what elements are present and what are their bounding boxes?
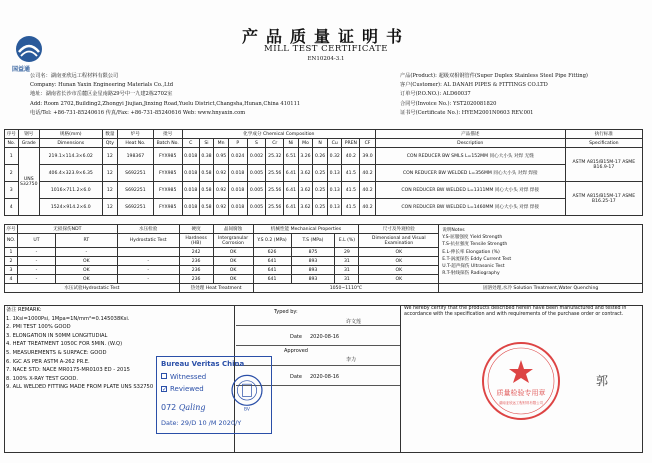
table-row — [5, 199, 643, 216]
remarks — [6, 306, 153, 392]
typed-by-name: 许文莲 — [346, 319, 362, 325]
legend-item: E.T-涡流探伤 Eddy Current Test — [442, 256, 512, 262]
cell: 40.2 — [360, 182, 376, 199]
cell: 893 — [291, 257, 335, 266]
cell: 0.018 — [228, 199, 247, 216]
invoice-line: 合同号(Invoice No.): YST2020081820 — [400, 100, 497, 107]
date-label: Date — [290, 334, 302, 340]
table-row — [5, 165, 643, 182]
legend-item: Y.S-屈服强度 Yield Strength — [442, 235, 503, 241]
spec-cell-a: ASTM A815/B15M-17 ASME B16.9-17 — [565, 148, 642, 182]
mh-hard: 硬度 — [179, 225, 213, 234]
cell: 0.018 — [228, 182, 247, 199]
heat-treatment-row — [5, 284, 643, 293]
cell: 0.018 — [182, 165, 199, 182]
mh-hydro: 水压检验 — [117, 225, 179, 234]
cell: 0.018 — [182, 182, 199, 199]
cell: 0.002 — [247, 148, 266, 165]
cell — [117, 248, 179, 257]
legend-cell — [439, 225, 643, 284]
heat-value: 1050~1110℃ — [253, 284, 439, 293]
cell: 41.5 — [342, 165, 360, 182]
cell: 0.95 — [214, 148, 229, 165]
th-grade: 钢号 — [18, 130, 39, 139]
date-label: Date — [290, 374, 302, 380]
cell: 0.92 — [214, 182, 229, 199]
cell: - — [17, 248, 55, 257]
cell: 31 — [335, 257, 359, 266]
heat-label: 热处理 Heat Treatment — [179, 284, 253, 293]
mh-hydro-en: Hydrostatic Test — [117, 234, 179, 248]
seal-center-text: 质量检验专用章 — [496, 389, 546, 397]
cell: 3.62 — [298, 199, 313, 216]
cell: 0.38 — [199, 148, 214, 165]
cell: OK — [359, 275, 439, 284]
cell: FYX985 — [153, 148, 182, 165]
cell: 1 — [5, 248, 18, 257]
bv-seal-icon — [229, 371, 265, 415]
cell: 236 — [179, 266, 213, 275]
checkbox-icon — [161, 373, 167, 379]
bv-signature: Qaling — [178, 403, 206, 412]
th-chem: 化学成分 Chemical Composition — [182, 130, 375, 139]
mech-header-1 — [5, 225, 643, 234]
cell: - — [17, 266, 55, 275]
th-pren: PREN — [342, 139, 360, 148]
mh-no-en: NO. — [5, 234, 18, 248]
po-line: 订单号(P.O.NO.): ALD60037 — [400, 91, 471, 98]
cell: 0.58 — [199, 165, 214, 182]
th-si: Si — [199, 139, 214, 148]
customer-line: 客户(Customer): AL DANAH PIPES & FITTINGS CO.LTD — [400, 82, 548, 89]
hydro-label: 水压试验Hydrostatic Test — [5, 284, 180, 293]
th-dim: 规格(mm) — [39, 130, 102, 139]
cell: OK — [359, 257, 439, 266]
company-address-cn: 地址：湖南省长沙市岳麓区金星南路29号中一九建2栋2702室 — [30, 91, 173, 98]
cell: 3 — [5, 182, 19, 199]
mh-el: E.L (%) — [335, 234, 359, 248]
cell: 41.5 — [342, 182, 360, 199]
legend-item: E.L-伸长率 Elongation (%) — [442, 249, 500, 255]
cell: 4 — [5, 199, 19, 216]
seal-ring-text: 湖南亚欣远工程材料有限公司 — [498, 401, 544, 405]
th-no-en: No. — [5, 139, 19, 148]
cell: 0.58 — [199, 182, 214, 199]
bv-reviewed — [161, 385, 204, 393]
solution-label: 固溶处理,水冷 Solution Treatment,Water Quenching — [439, 284, 643, 293]
company-name-cn: 公司名：湖南亚欣远工程材料有限公司 — [30, 73, 119, 79]
certification-statement: We hereby certify that the products described herein have been manufactured and tested in accordance with the specification and with requirements of the purchase order or contract. — [404, 306, 627, 318]
chem-header-row-2 — [5, 139, 643, 148]
cell: 0.92 — [214, 165, 229, 182]
cell: 3 — [5, 266, 18, 275]
th-s: S — [247, 139, 266, 148]
cell: - — [117, 266, 179, 275]
th-qty: 数量 — [102, 130, 118, 139]
cell: 40.2 — [360, 165, 376, 182]
cell: 0.018 — [228, 165, 247, 182]
remark-item: 9. ALL WELDED FITTING MADE FROM PLATE UNS S32750 — [6, 384, 154, 391]
th-heat: 炉号 — [118, 130, 153, 139]
cell: 1 — [5, 148, 19, 165]
handwritten-signature: 郭 — [596, 374, 609, 388]
title-standard: EN10204-3.1 — [307, 56, 345, 62]
remark-title: 备注 REMARK: — [6, 307, 42, 313]
cell: 641 — [253, 257, 291, 266]
cell: FYX985 — [153, 182, 182, 199]
cell: 406.4×323.9×6.35 — [39, 165, 102, 182]
cell: 893 — [291, 266, 335, 275]
cell: 3.62 — [298, 182, 313, 199]
company-contact: 电话/Tel: +86-731-85240616 传真/Fax: +86-731-85240616 Web: www.hnyaxin.com — [30, 109, 246, 116]
cell: 12 — [102, 182, 118, 199]
cell: 4 — [5, 275, 18, 284]
cell: 641 — [253, 266, 291, 275]
cell: 25.56 — [266, 165, 284, 182]
remark-item: 3. ELONGATION IN 50MM LONGITUDIAL — [6, 332, 108, 339]
bv-date: Date: 29/D 10 /M 2020/Y — [161, 419, 242, 427]
typed-by-label: Typed by: — [274, 309, 298, 315]
cell: OK — [213, 248, 253, 257]
mh-hard-en: Hardness (HB) — [179, 234, 213, 248]
cell: S692251 — [118, 182, 153, 199]
remark-item: 4. HEAT TREATMENT 1050C FOR 5MIN. (W.Q) — [6, 341, 123, 348]
table-row — [5, 182, 643, 199]
typed-row — [236, 306, 400, 326]
cell: 0.005 — [247, 165, 266, 182]
mh-ndt: 无损探伤NDT — [17, 225, 117, 234]
th-qty-en: Qty — [102, 139, 118, 148]
cell: 0.024 — [228, 148, 247, 165]
bv-reviewed-label: Reviewed — [170, 385, 204, 393]
th-grade-en: Grade — [18, 139, 39, 148]
th-no: 序号 — [5, 130, 19, 139]
cell: 236 — [179, 257, 213, 266]
cell: 12 — [102, 199, 118, 216]
legend-item: R.T-射线探伤 Radiography — [442, 271, 500, 277]
th-mn: Mn — [214, 139, 229, 148]
mech-table — [4, 224, 643, 293]
cell: FYX985 — [153, 165, 182, 182]
th-p: P — [228, 139, 247, 148]
th-cr: Cr — [266, 139, 284, 148]
cell: 0.25 — [313, 199, 328, 216]
date-value: 2020-08-16 — [310, 374, 340, 380]
cell: CON REDUCER BW WELDED L=1460MM 同心大小头 对焊 焊接 — [375, 199, 565, 216]
cell: OK — [213, 266, 253, 275]
remark-item: 8. 100% X-RAY TEST GOOD. — [6, 375, 78, 382]
mh-ut: UT — [17, 234, 55, 248]
certificate-line: 证书号(Certificate No.): HYEM2001N0603 REV.001 — [400, 109, 534, 116]
cell: OK — [359, 248, 439, 257]
cell: OK — [359, 266, 439, 275]
cell: 1524×914.2×6.0 — [39, 199, 102, 216]
mh-ts: T.S (MPa) — [291, 234, 335, 248]
grade-cell: UNS S32750 — [18, 148, 39, 216]
bv-number-line — [161, 403, 206, 412]
cell: 0.32 — [327, 148, 342, 165]
cell: 641 — [253, 275, 291, 284]
cell: 29 — [335, 248, 359, 257]
cell: 12 — [102, 148, 118, 165]
cell: 2 — [5, 257, 18, 266]
cell: FYX985 — [153, 199, 182, 216]
cell: 0.25 — [313, 182, 328, 199]
th-n: N — [313, 139, 328, 148]
cell: 40.2 — [360, 199, 376, 216]
bv-witnessed — [161, 373, 206, 381]
cell: 875 — [291, 248, 335, 257]
cell: - — [17, 257, 55, 266]
th-batch: 批号 — [153, 130, 182, 139]
th-dim-en: Dimensions — [39, 139, 102, 148]
cell: OK — [55, 275, 117, 284]
mh-dim-en: Dimensional and Visual Examination — [359, 234, 439, 248]
cell: 25.56 — [266, 199, 284, 216]
cell: 0.25 — [313, 165, 328, 182]
test-table — [4, 129, 643, 216]
table-row — [5, 148, 643, 165]
approved-name: 李力 — [346, 357, 357, 363]
cell: - — [117, 275, 179, 284]
legend-item: U.T-超声探伤 Ultrasonic Test — [442, 264, 505, 270]
th-spec: 执行标准 — [565, 130, 642, 139]
cell: CON REDUCER BW WELDED L=356MM 同心大小头 对焊 焊接 — [375, 165, 565, 182]
product-line: 产品(Product): 超级双相钢管件(Super Duplex Stainless Steel Pipe Fitting) — [400, 73, 588, 79]
legend-item: T.S-抗拉强度 Tensile Strength — [442, 242, 508, 248]
cell: 3.26 — [298, 148, 313, 165]
th-ni: Ni — [284, 139, 299, 148]
cell: 0.018 — [182, 199, 199, 216]
bv-title: Bureau Veritas China — [161, 360, 245, 368]
th-batch-en: Batch No. — [153, 139, 182, 148]
remark-item: 6. IGC AS PER ASTM A-262 PR.E. — [6, 358, 90, 365]
cell: - — [17, 275, 55, 284]
cell: 0.58 — [199, 199, 214, 216]
th-cu: Cu — [327, 139, 342, 148]
remark-item: 1. 1Ksi=1000Psi, 1Mpa=1N/mm²=0.145038Ksi. — [6, 315, 130, 322]
cell: OK — [213, 257, 253, 266]
approved-label: Approved — [284, 348, 308, 354]
mh-ys: Y.S 0.2 (MPa) — [253, 234, 291, 248]
cell: 25.56 — [266, 182, 284, 199]
cell: 6.41 — [284, 182, 299, 199]
cell: 6.51 — [284, 148, 299, 165]
cell: 3.62 — [298, 165, 313, 182]
order-info — [400, 72, 588, 118]
th-heat-en: Heat No. — [118, 139, 153, 148]
bottom-divider-2 — [400, 305, 401, 453]
cell: CON REDUCER BW SMLS L=152MM 同心大小头 对焊 无缝 — [375, 148, 565, 165]
th-mo: Mo — [298, 139, 313, 148]
cell: 0.005 — [247, 199, 266, 216]
quality-seal-icon — [480, 340, 562, 422]
cell: 40.2 — [342, 148, 360, 165]
cell: 0.13 — [327, 165, 342, 182]
cell: - — [117, 257, 179, 266]
cell: 219.1×114.3×6.02 — [39, 148, 102, 165]
bv-witnessed-label: Witnessed — [170, 373, 207, 381]
cell: 25.32 — [266, 148, 284, 165]
cell: CON REDUCER BW WELDED L=1311MM 同心大小头 对焊 焊接 — [375, 182, 565, 199]
cell: OK — [213, 275, 253, 284]
cell: OK — [55, 257, 117, 266]
cell: 626 — [253, 248, 291, 257]
company-info — [30, 72, 300, 118]
bv-number: 072 — [161, 403, 177, 412]
cell: OK — [55, 266, 117, 275]
spec-cell-b: ASTM A815/B15M-17 ASME B16.25-17 — [565, 182, 642, 216]
cell: 236 — [179, 275, 213, 284]
bureau-veritas-stamp — [156, 356, 272, 434]
mh-mech: 机械性能 Mechanical Properties — [253, 225, 359, 234]
title-en: MILL TEST CERTIFICATE — [264, 44, 388, 54]
cell: 39.0 — [360, 148, 376, 165]
cell: 0.26 — [313, 148, 328, 165]
mh-no: 序号 — [5, 225, 18, 234]
cell: 1016×711.2×6.0 — [39, 182, 102, 199]
cell: S692251 — [118, 165, 153, 182]
logo-text: 国益通 — [12, 66, 31, 73]
remark-item: 5. MEASUREMENTS & SURFACE: GOOD — [6, 349, 107, 356]
cell: 6.41 — [284, 199, 299, 216]
cell: 6.41 — [284, 165, 299, 182]
cell: 0.005 — [247, 182, 266, 199]
date-value: 2020-08-16 — [310, 334, 340, 340]
mh-inter-en: Intergranular Corrosion — [213, 234, 253, 248]
cell: 0.92 — [214, 199, 229, 216]
cell: 893 — [291, 275, 335, 284]
svg-text:BV: BV — [244, 407, 250, 413]
th-cf: CF — [360, 139, 376, 148]
cell: 31 — [335, 266, 359, 275]
title-cn: 产品质量证明书 — [241, 27, 410, 46]
company-name-en: Company: Hunan Yaxin Engineering Materials Co.,Ltd — [30, 82, 174, 89]
th-desc-en: Description — [375, 139, 565, 148]
company-address-en: Add: Room 2702,Building2,Zhongyi Jiujian,Jinxing Road,Yuelu District,Changsha,Hunan,China 410111 — [30, 100, 301, 107]
checked-box-icon: ✓ — [162, 386, 168, 393]
remark-item: 7. NACE STD: NACE MR0175-MR0103 ED - 2015 — [6, 367, 130, 374]
cell: S692251 — [118, 199, 153, 216]
cell: 12 — [102, 165, 118, 182]
remark-item: 2. PMI TEST 100% GOOD — [6, 324, 71, 331]
cell: 41.5 — [342, 199, 360, 216]
cell: - — [55, 248, 117, 257]
cell: 0.13 — [327, 199, 342, 216]
cell: 0.018 — [182, 148, 199, 165]
mh-dim: 尺寸及外观检验 — [359, 225, 439, 234]
th-spec-en: Specification — [565, 139, 642, 148]
th-c: C — [182, 139, 199, 148]
mh-inter: 晶间腐蚀 — [213, 225, 253, 234]
mh-rt: RT — [55, 234, 117, 248]
cell: 0.13 — [327, 182, 342, 199]
legend-title: 说明Notes — [442, 228, 465, 233]
th-desc: 产品描述 — [375, 130, 565, 139]
cell: 242 — [179, 248, 213, 257]
date-row-1 — [236, 326, 400, 346]
chem-header-row-1 — [5, 130, 643, 139]
cell: 198367 — [118, 148, 153, 165]
cell: 31 — [335, 275, 359, 284]
cell: 2 — [5, 165, 19, 182]
